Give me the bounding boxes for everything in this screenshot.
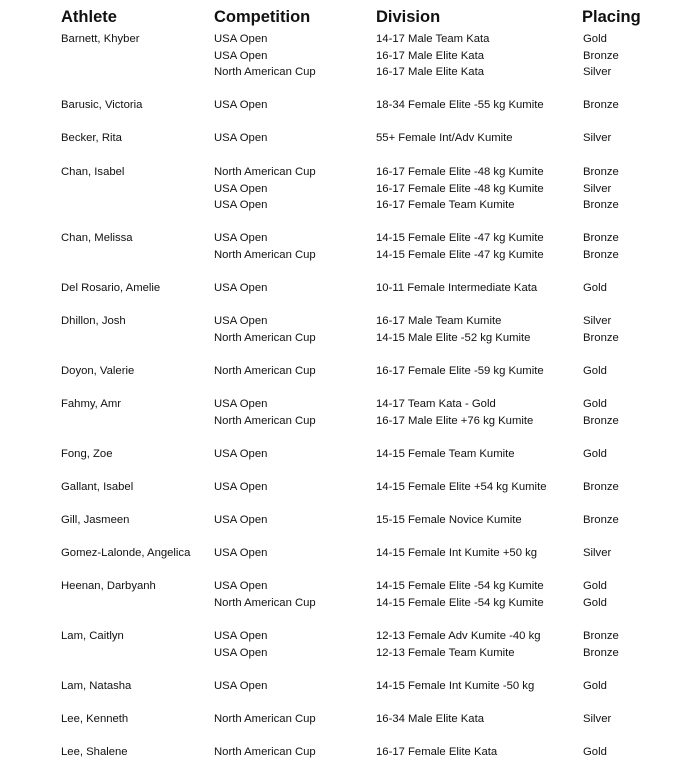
athlete-entry — [0, 711, 700, 728]
division-cell: 16-34 Male Elite Kata — [376, 713, 485, 725]
athlete-name: Lam, Caitlyn — [61, 630, 124, 642]
competition-cell: USA Open — [214, 282, 268, 294]
placing-cell: Gold — [583, 282, 607, 294]
division-column-header: Division — [376, 8, 441, 26]
athlete-entry — [0, 479, 700, 496]
result-row — [0, 313, 700, 330]
competition-cell: USA Open — [214, 182, 268, 195]
result-row — [0, 130, 700, 147]
division-cell: 16-17 Male Elite Kata — [376, 66, 485, 79]
placing-cell: Bronze — [583, 630, 619, 642]
result-row — [0, 97, 700, 114]
athlete-name: Becker, Rita — [61, 132, 122, 144]
athlete-entry — [0, 578, 700, 611]
division-cell: 55+ Female Int/Adv Kumite — [376, 132, 513, 144]
athlete-entry — [0, 164, 700, 214]
result-row — [0, 678, 700, 695]
athlete-name: Chan, Isabel — [61, 166, 125, 178]
athlete-name: Lam, Natasha — [61, 680, 132, 692]
division-cell: 14-15 Male Elite -52 kg Kumite — [376, 331, 531, 344]
result-row — [0, 711, 700, 728]
result-row — [0, 363, 700, 380]
division-cell: 16-17 Female Elite -59 kg Kumite — [376, 365, 544, 377]
athlete-name: Chan, Melissa — [61, 232, 133, 244]
athlete-entry — [0, 628, 700, 661]
athlete-name: Lee, Kenneth — [61, 713, 129, 725]
placing-cell: Bronze — [583, 646, 619, 659]
placing-cell: Silver — [583, 182, 612, 195]
placing-cell: Gold — [583, 398, 607, 410]
competition-cell: USA Open — [214, 680, 268, 692]
placing-cell: Silver — [583, 315, 612, 327]
placing-cell: Bronze — [583, 414, 619, 427]
athlete-entry — [0, 363, 700, 380]
placing-cell: Bronze — [583, 331, 619, 344]
division-cell: 14-15 Female Int Kumite -50 kg — [376, 680, 535, 692]
competition-cell: USA Open — [214, 547, 268, 559]
athlete-column-header: Athlete — [61, 8, 117, 26]
athlete-entry — [0, 678, 700, 695]
athlete-name: Fahmy, Amr — [61, 398, 122, 410]
competition-cell: North American Cup — [214, 414, 316, 427]
placing-cell: Bronze — [583, 248, 619, 261]
division-cell: 16-17 Female Elite Kata — [376, 746, 498, 758]
division-cell: 16-17 Female Team Kumite — [376, 199, 515, 212]
placing-cell: Gold — [583, 580, 607, 592]
athlete-entry — [0, 744, 700, 761]
athlete-entry — [0, 31, 700, 81]
placing-cell: Gold — [583, 746, 607, 758]
placing-cell: Silver — [583, 547, 612, 559]
placing-cell: Gold — [583, 448, 607, 460]
athlete-name: Fong, Zoe — [61, 448, 113, 460]
result-row — [0, 645, 700, 662]
athlete-name: Gallant, Isabel — [61, 481, 134, 493]
division-cell: 12-13 Female Adv Kumite -40 kg — [376, 630, 541, 642]
division-cell: 14-17 Male Team Kata — [376, 33, 490, 45]
division-cell: 12-13 Female Team Kumite — [376, 646, 515, 659]
division-cell: 14-15 Female Elite -47 kg Kumite — [376, 232, 544, 244]
competition-cell: USA Open — [214, 49, 268, 62]
competition-cell: North American Cup — [214, 713, 316, 725]
division-cell: 14-15 Female Team Kumite — [376, 448, 515, 460]
result-row — [0, 744, 700, 761]
division-cell: 10-11 Female Intermediate Kata — [376, 282, 538, 294]
competition-column-header: Competition — [214, 8, 311, 26]
athlete-entry — [0, 97, 700, 114]
division-cell: 14-15 Female Elite -47 kg Kumite — [376, 248, 544, 261]
placing-cell: Bronze — [583, 199, 619, 212]
result-row — [0, 230, 700, 247]
competition-cell: USA Open — [214, 398, 268, 410]
athlete-name: Lee, Shalene — [61, 746, 128, 758]
division-cell: 16-17 Male Team Kumite — [376, 315, 502, 327]
athlete-name: Gill, Jasmeen — [61, 514, 130, 526]
athlete-name: Doyon, Valerie — [61, 365, 135, 377]
competition-cell: USA Open — [214, 33, 268, 45]
result-row — [0, 280, 700, 297]
result-row — [0, 48, 700, 65]
division-cell: 16-17 Male Elite +76 kg Kumite — [376, 414, 534, 427]
result-row — [0, 247, 700, 264]
athlete-entry — [0, 512, 700, 529]
competition-cell: USA Open — [214, 514, 268, 526]
athlete-entry — [0, 446, 700, 463]
placing-cell: Gold — [583, 596, 607, 609]
athlete-name: Del Rosario, Amelie — [61, 282, 161, 294]
division-cell: 16-17 Male Elite Kata — [376, 49, 485, 62]
placing-cell: Gold — [583, 680, 607, 692]
division-cell: 16-17 Female Elite -48 kg Kumite — [376, 182, 544, 195]
result-row — [0, 181, 700, 198]
athlete-entry — [0, 396, 700, 429]
division-cell: 15-15 Female Novice Kumite — [376, 514, 522, 526]
competition-cell: North American Cup — [214, 746, 316, 758]
competition-cell: North American Cup — [214, 596, 316, 609]
result-row — [0, 595, 700, 612]
athlete-entry — [0, 230, 700, 263]
placing-cell: Bronze — [583, 166, 619, 178]
competition-cell: North American Cup — [214, 166, 316, 178]
result-row — [0, 197, 700, 214]
competition-cell: North American Cup — [214, 248, 316, 261]
athlete-name: Barnett, Khyber — [61, 33, 140, 45]
division-cell: 14-17 Team Kata - Gold — [376, 398, 496, 410]
division-cell: 14-15 Female Elite +54 kg Kumite — [376, 481, 547, 493]
division-cell: 14-15 Female Elite -54 kg Kumite — [376, 580, 544, 592]
competition-cell: North American Cup — [214, 66, 316, 79]
result-row — [0, 64, 700, 81]
division-cell: 16-17 Female Elite -48 kg Kumite — [376, 166, 544, 178]
result-row — [0, 413, 700, 430]
result-row — [0, 578, 700, 595]
placing-cell: Silver — [583, 66, 612, 79]
athlete-name: Heenan, Darbyanh — [61, 580, 156, 592]
competition-cell: USA Open — [214, 232, 268, 244]
result-row — [0, 628, 700, 645]
placing-column-header: Placing — [582, 8, 641, 26]
placing-cell: Silver — [583, 713, 612, 725]
result-row — [0, 479, 700, 496]
result-row — [0, 512, 700, 529]
result-row — [0, 330, 700, 347]
athlete-name: Dhillon, Josh — [61, 315, 126, 327]
athlete-name: Gomez-Lalonde, Angelica — [61, 547, 191, 559]
competition-cell: USA Open — [214, 99, 268, 111]
athlete-entry — [0, 313, 700, 346]
result-row — [0, 396, 700, 413]
division-cell: 14-15 Female Elite -54 kg Kumite — [376, 596, 544, 609]
division-cell: 14-15 Female Int Kumite +50 kg — [376, 547, 538, 559]
competition-cell: USA Open — [214, 630, 268, 642]
result-row — [0, 31, 700, 48]
placing-cell: Bronze — [583, 232, 619, 244]
result-row — [0, 446, 700, 463]
placing-cell: Bronze — [583, 514, 619, 526]
athlete-name: Barusic, Victoria — [61, 99, 143, 111]
athlete-entry — [0, 545, 700, 562]
placing-cell: Bronze — [583, 99, 619, 111]
result-row — [0, 545, 700, 562]
placing-cell: Gold — [583, 365, 607, 377]
athlete-entry — [0, 130, 700, 147]
competition-cell: USA Open — [214, 481, 268, 493]
competition-cell: USA Open — [214, 315, 268, 327]
competition-cell: USA Open — [214, 448, 268, 460]
competition-cell: USA Open — [214, 580, 268, 592]
placing-cell: Bronze — [583, 49, 619, 62]
placing-cell: Bronze — [583, 481, 619, 493]
division-cell: 18-34 Female Elite -55 kg Kumite — [376, 99, 544, 111]
competition-cell: USA Open — [214, 132, 268, 144]
athlete-entry — [0, 280, 700, 297]
competition-cell: North American Cup — [214, 331, 316, 344]
result-row — [0, 164, 700, 181]
placing-cell: Silver — [583, 132, 612, 144]
competition-cell: USA Open — [214, 646, 268, 659]
table-header — [0, 6, 700, 32]
competition-cell: North American Cup — [214, 365, 316, 377]
competition-cell: USA Open — [214, 199, 268, 212]
placing-cell: Gold — [583, 33, 607, 45]
